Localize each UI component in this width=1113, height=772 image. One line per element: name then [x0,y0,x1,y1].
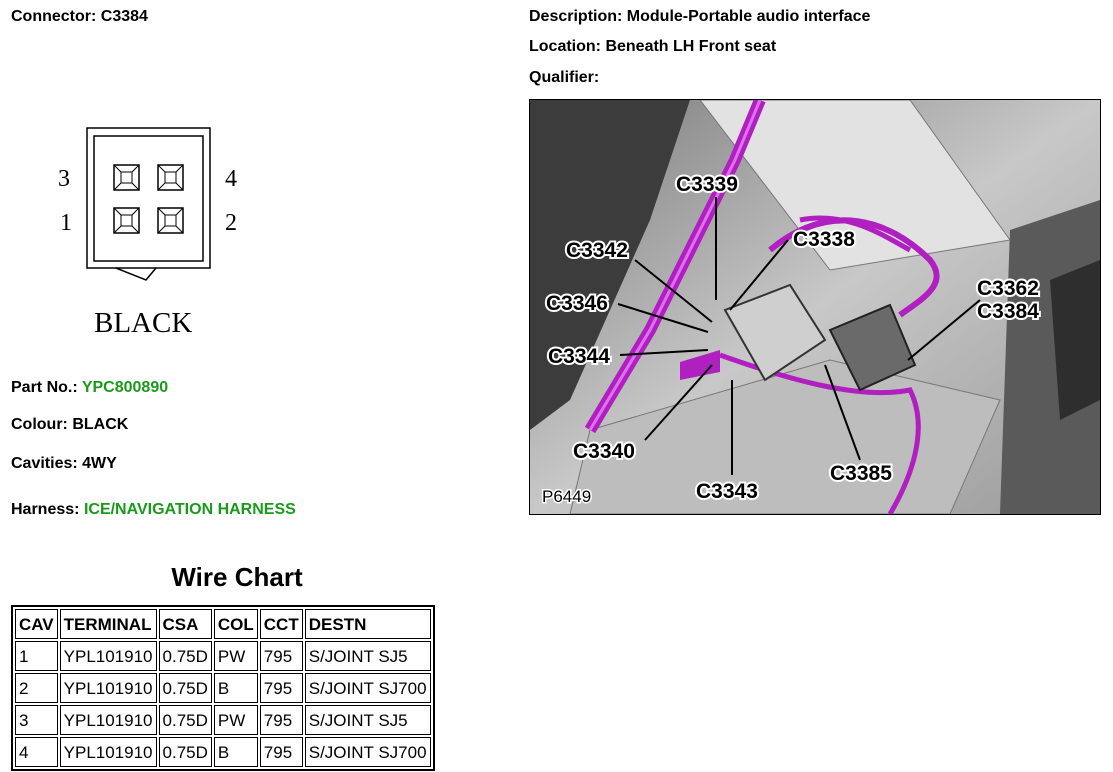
cell-col: PW [214,641,258,671]
location-photo [529,99,1101,515]
connector-face-diagram [50,120,250,340]
pin-cavity-2 [158,208,183,233]
table-row [15,641,431,671]
cell-csa: 0.75D [159,641,212,671]
harness-label: Harness: [11,501,80,518]
callout-c3338: C3338 [793,228,855,251]
cell-cav: 1 [15,641,58,671]
pin-number-1: 1 [60,210,72,236]
cell-csa: 0.75D [159,705,212,735]
harness-link[interactable]: ICE/NAVIGATION HARNESS [83,501,296,518]
pin-number-2: 2 [225,210,237,236]
connector-line [11,8,148,26]
table-row [15,705,431,735]
callout-c3342: C3342 [566,239,628,262]
connector-outer-shell [87,128,210,268]
cell-col: PW [214,705,258,735]
part-no-line [11,379,168,397]
callout-c3343: C3343 [696,480,758,503]
cell-cct: 795 [260,737,303,767]
col-header-cct: CCT [260,609,303,639]
wire-chart-table [11,605,435,771]
callout-c3340: C3340 [573,440,635,463]
connector-inner-shell [94,136,203,261]
callout-c3385: C3385 [830,462,892,485]
pin-number-3: 3 [58,166,70,192]
callout-c3344: C3344 [548,345,610,368]
pin-number-4: 4 [225,166,237,192]
connector-colour-label: BLACK [94,307,193,339]
wire-chart-header-row [15,609,431,639]
cell-destn: S/JOINT SJ700 [305,737,431,767]
part-no-label: Part No.: [11,379,78,396]
description-label: Description: [529,8,623,25]
qualifier-line [529,69,599,87]
cavities-label: Cavities: [11,455,78,472]
cell-cav: 4 [15,737,58,767]
cell-terminal: YPL101910 [60,705,157,735]
wire-chart-title: Wire Chart [171,562,303,592]
location-line [529,38,776,56]
cell-col: B [214,673,258,703]
cell-cav: 2 [15,673,58,703]
cell-csa: 0.75D [159,737,212,767]
callout-c3362: C3362 [977,277,1039,300]
table-row [15,673,431,703]
cell-terminal: YPL101910 [60,641,157,671]
colour-label: Colour: [11,416,68,433]
qualifier-label: Qualifier: [529,69,600,86]
cell-terminal: YPL101910 [60,673,157,703]
col-header-csa: CSA [159,609,212,639]
cell-terminal: YPL101910 [60,737,157,767]
cavities-line [11,455,117,473]
callout-c3384: C3384 [977,300,1039,323]
cell-destn: S/JOINT SJ700 [305,673,431,703]
description-value: Module-Portable audio interface [626,8,871,25]
cell-cct: 795 [260,705,303,735]
cell-csa: 0.75D [159,673,212,703]
colour-value: BLACK [72,416,129,433]
cell-destn: S/JOINT SJ5 [305,705,431,735]
cell-cav: 3 [15,705,58,735]
col-header-col: COL [214,609,258,639]
callout-c3339: C3339 [676,173,738,196]
table-row [15,737,431,767]
location-label: Location: [529,38,601,55]
description-line [529,8,870,26]
location-value: Beneath LH Front seat [605,38,777,55]
col-header-cav: CAV [15,609,58,639]
callout-c3346: C3346 [546,292,608,315]
connector-latch [116,268,156,280]
connector-value: C3384 [100,8,148,25]
cell-col: B [214,737,258,767]
photo-reference: P6449 [542,487,592,506]
cavities-value: 4WY [82,455,117,472]
col-header-terminal: TERMINAL [60,609,157,639]
pin-cavity-3 [114,165,139,190]
connector-label: Connector: [11,8,97,25]
pin-cavity-4 [158,165,183,190]
cell-cct: 795 [260,673,303,703]
location-photo-illustration [530,100,1100,514]
pin-cavity-1 [114,208,139,233]
col-header-destn: DESTN [305,609,431,639]
part-no-link[interactable]: YPC800890 [81,379,169,396]
colour-line [11,416,128,434]
cell-destn: S/JOINT SJ5 [305,641,431,671]
cell-cct: 795 [260,641,303,671]
harness-line [11,501,296,519]
